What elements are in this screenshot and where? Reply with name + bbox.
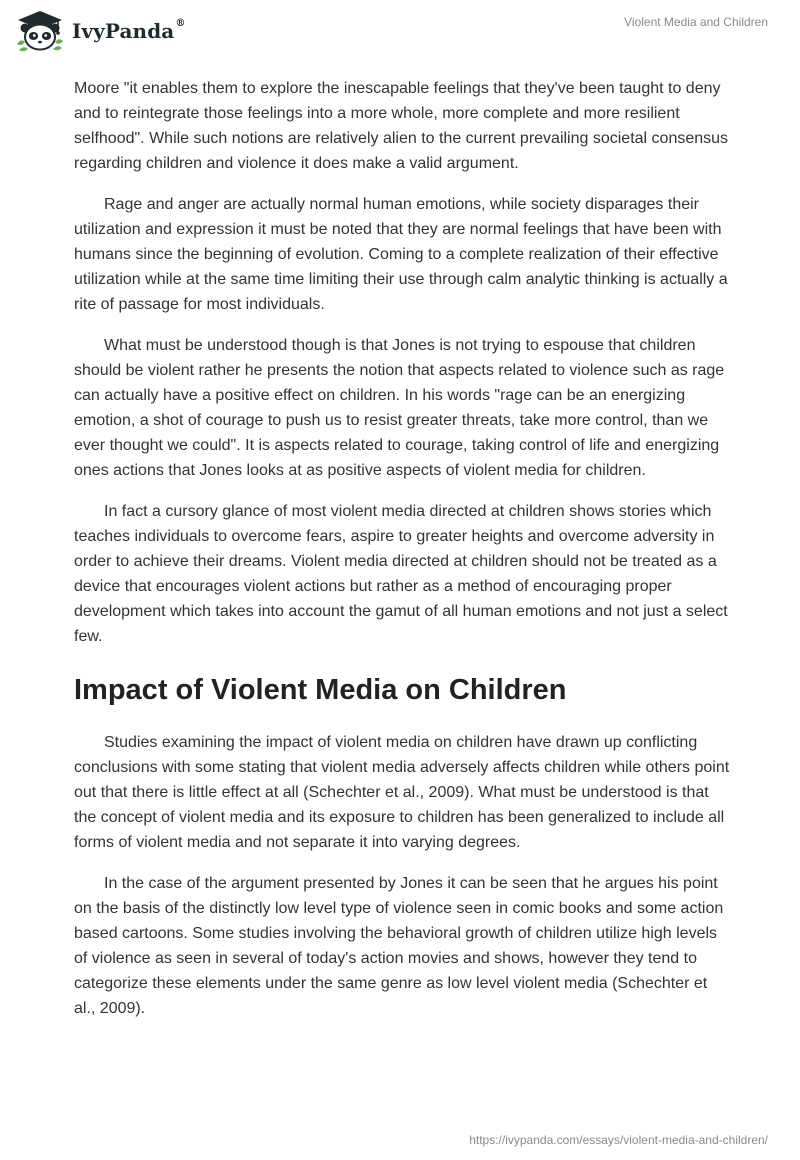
paragraph: In the case of the argument presented by Jones it can be seen that he argues his point on the basis of the distinctly low level type of violence seen in comic books and some action based cartoons. Some studies involving the behavioral growth of children utilize high levels of violence as seen in several of today's action movies and shows, however they tend to categorize these elements under the same genre as low level violent media (Schechter et al., 2009). [74,875,724,1017]
paragraph: Rage and anger are actually normal human emotions, while society disparages their utilization and expression it must be noted that they are normal feelings that have been with humans since the beginning of evolution. Coming to a complete realization of their effective utilization while at the same time limiting their use through calm analytic thinking is actually a rite of passage for most individuals. [74,196,728,313]
article-body [74,76,730,1037]
ivypanda-logo[interactable] [14,8,185,52]
source-url[interactable]: https://ivypanda.com/essays/violent-media-and-children/ [469,1133,768,1147]
paragraph: What must be understood though is that Jones is not trying to espouse that children should be violent rather he presents the notion that aspects related to violence such as rage can actually have a positive effect on children. In his words "rage can be an energizing emotion, a shot of courage to push us to resist greater threats, take more control, than we ever thought we could". It is aspects related to courage, taking control of life and energizing ones actions that Jones looks at as positive aspects of violent media for children. [74,337,725,479]
paragraph: Moore "it enables them to explore the inescapable feelings that they've been taught to deny and to reintegrate those feelings into a more whole, more complete and more resilient selfhood". While such notions are relatively alien to the current prevailing societal consensus regarding children and violence it does make a valid argument. [74,80,729,172]
document-title: Violent Media and Children [624,15,768,29]
brand-name: IvyPanda® [72,18,186,43]
panda-graduate-logo-icon [14,8,66,52]
paragraph: In fact a cursory glance of most violent media directed at children shows stories which teaches individuals to overcome fears, aspire to greater heights and overcome adversity in order to achieve their dreams. Violent media directed at children should not be treated as a device that encourages violent actions but rather as a method of encouraging proper development which takes into account the gamut of all human emotions and not just a select few. [74,503,728,645]
paragraph: Studies examining the impact of violent media on children have drawn up conflicting conclusions with some stating that violent media adversely affects children while others point out that there is little effect at all (Schechter et al., 2009). What must be understood is that the concept of violent media and its exposure to children has been generalized to include all forms of violent media and not separate it into varying degrees. [74,734,730,851]
page-header [0,0,800,62]
section-heading: Impact of Violent Media on Children [74,674,567,706]
